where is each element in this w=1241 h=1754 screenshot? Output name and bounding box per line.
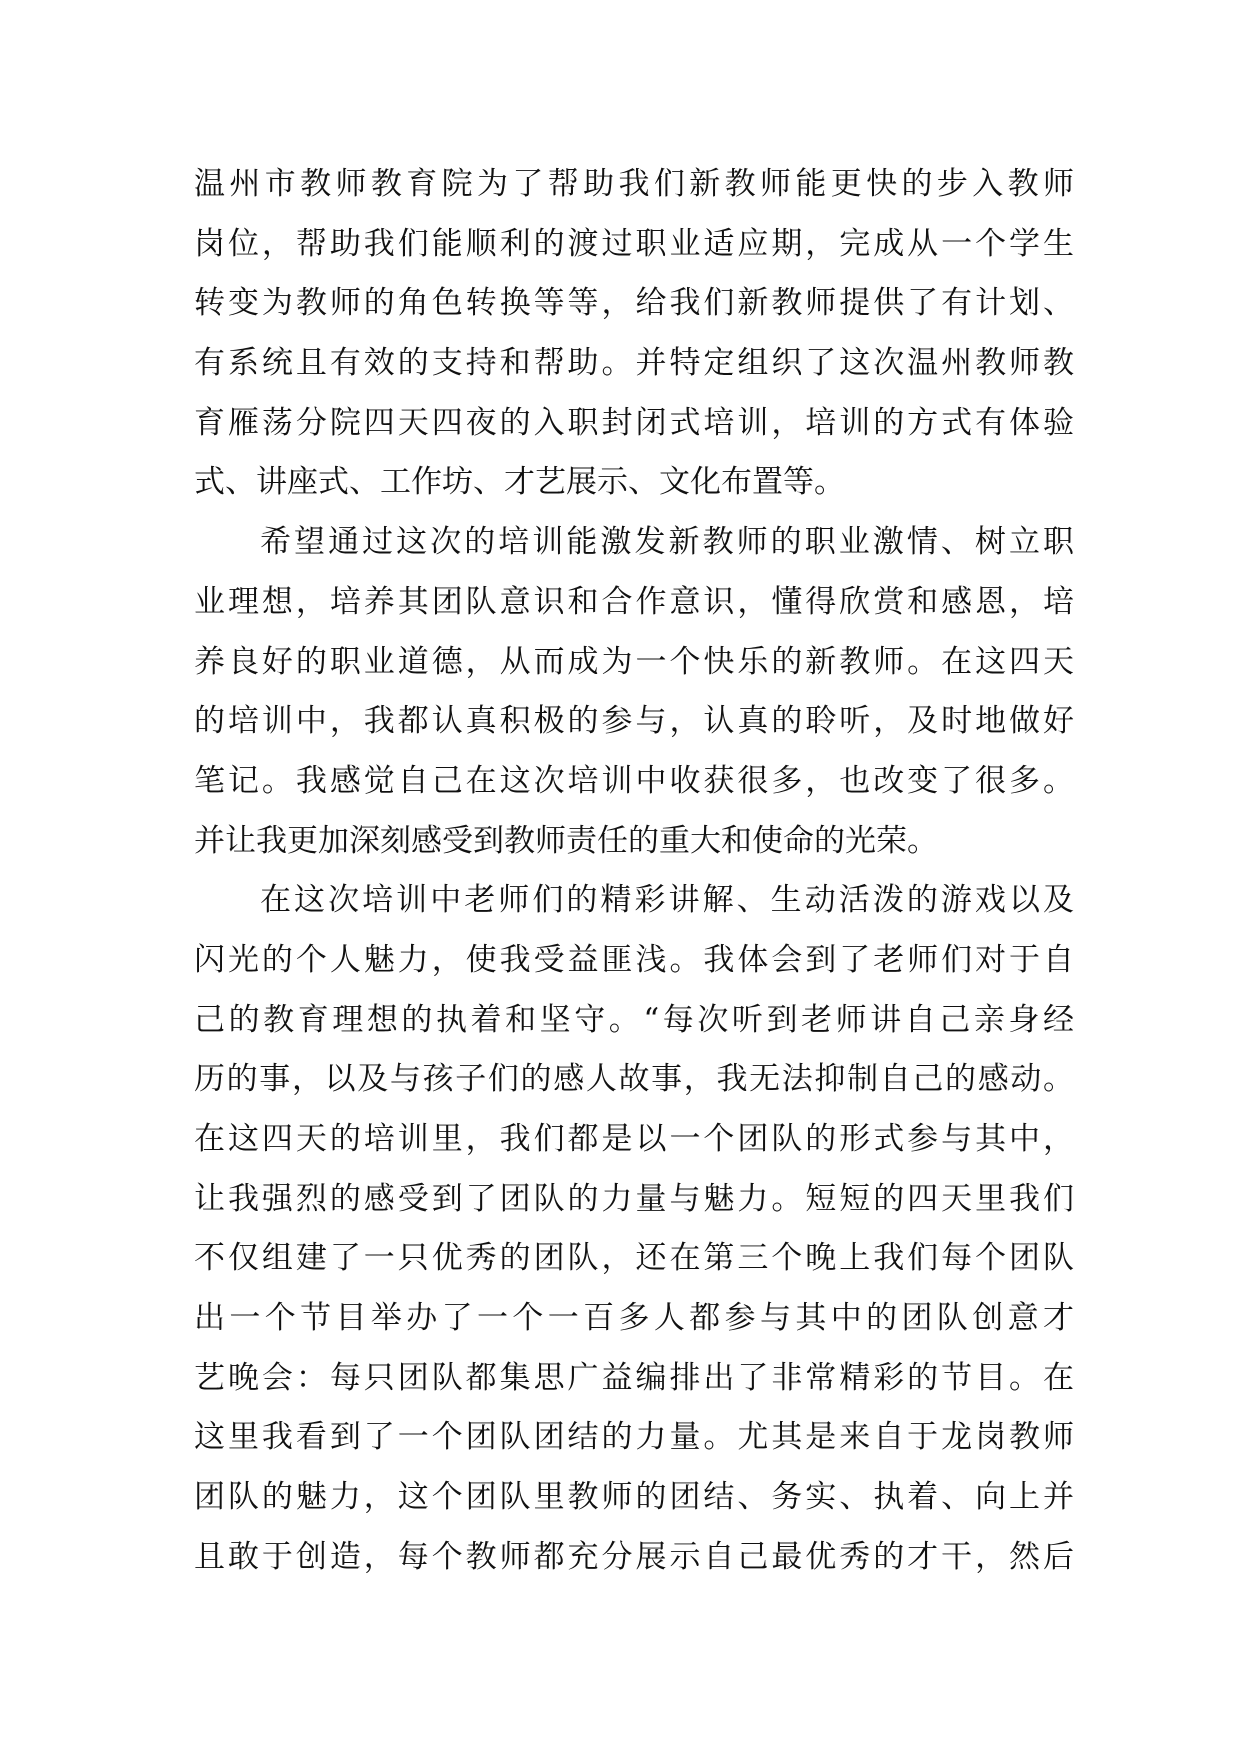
text-line: 业理想，培养其团队意识和合作意识，懂得欣赏和感恩，培: [194, 583, 1074, 620]
text-line: 让我强烈的感受到了团队的力量与魅力。短短的四天里我们: [194, 1180, 1074, 1217]
text-line: 在这四天的培训里，我们都是以一个团队的形式参与其中，: [194, 1121, 1074, 1157]
text-line: 历的事，以及与孩子们的感人故事，我无法抑制自己的感动。: [194, 1061, 1074, 1098]
text-line: 不仅组建了一只优秀的团队，还在第三个晚上我们每个团队: [194, 1240, 1074, 1277]
text-line: 艺晚会：每只团队都集思广益编排出了非常精彩的节目。在: [194, 1359, 1074, 1396]
paragraph-1: [194, 155, 1074, 513]
text-line: 并让我更加深刻感受到教师责任的重大和使命的光荣。: [194, 822, 938, 859]
text-line: 己的教育理想的执着和坚守。“每次听到老师讲自己亲身经: [194, 1001, 1074, 1038]
body-text: [194, 155, 1074, 1588]
paragraph-3: [194, 871, 1074, 1587]
text-line: 转变为教师的角色转换等等，给我们新教师提供了有计划、: [194, 285, 1074, 322]
text-line: 养良好的职业道德，从而成为一个快乐的新教师。在这四天: [194, 643, 1074, 680]
text-line: 希望通过这次的培训能激发新教师的职业激情、树立职: [260, 524, 1074, 561]
text-line: 的培训中，我都认真积极的参与，认真的聆听，及时地做好: [194, 703, 1074, 740]
text-line: 在这次培训中老师们的精彩讲解、生动活泼的游戏以及: [260, 882, 1074, 919]
text-line: 团队的魅力，这个团队里教师的团结、务实、执着、向上并: [194, 1479, 1074, 1516]
text-line: 且敢于创造，每个教师都充分展示自己最优秀的才干，然后: [194, 1538, 1074, 1575]
text-line: 有系统且有效的支持和帮助。并特定组织了这次温州教师教: [194, 345, 1074, 382]
text-line: 笔记。我感觉自己在这次培训中收获很多，也改变了很多。: [194, 762, 1074, 799]
text-line: 育雁荡分院四天四夜的入职封闭式培训，培训的方式有体验: [194, 404, 1074, 441]
text-line: 出一个节目举办了一个一百多人都参与其中的团队创意才: [194, 1300, 1074, 1337]
text-line: 闪光的个人魅力，使我受益匪浅。我体会到了老师们对于自: [194, 941, 1074, 978]
text-line: 岗位，帮助我们能顺利的渡过职业适应期，完成从一个学生: [194, 225, 1074, 262]
text-line: 式、讲座式、工作坊、才艺展示、文化布置等。: [194, 464, 845, 501]
text-line: 这里我看到了一个团队团结的力量。尤其是来自于龙岗教师: [194, 1419, 1074, 1456]
text-line: 温州市教师教育院为了帮助我们新教师能更快的步入教师: [194, 166, 1074, 202]
paragraph-2: [194, 513, 1074, 871]
